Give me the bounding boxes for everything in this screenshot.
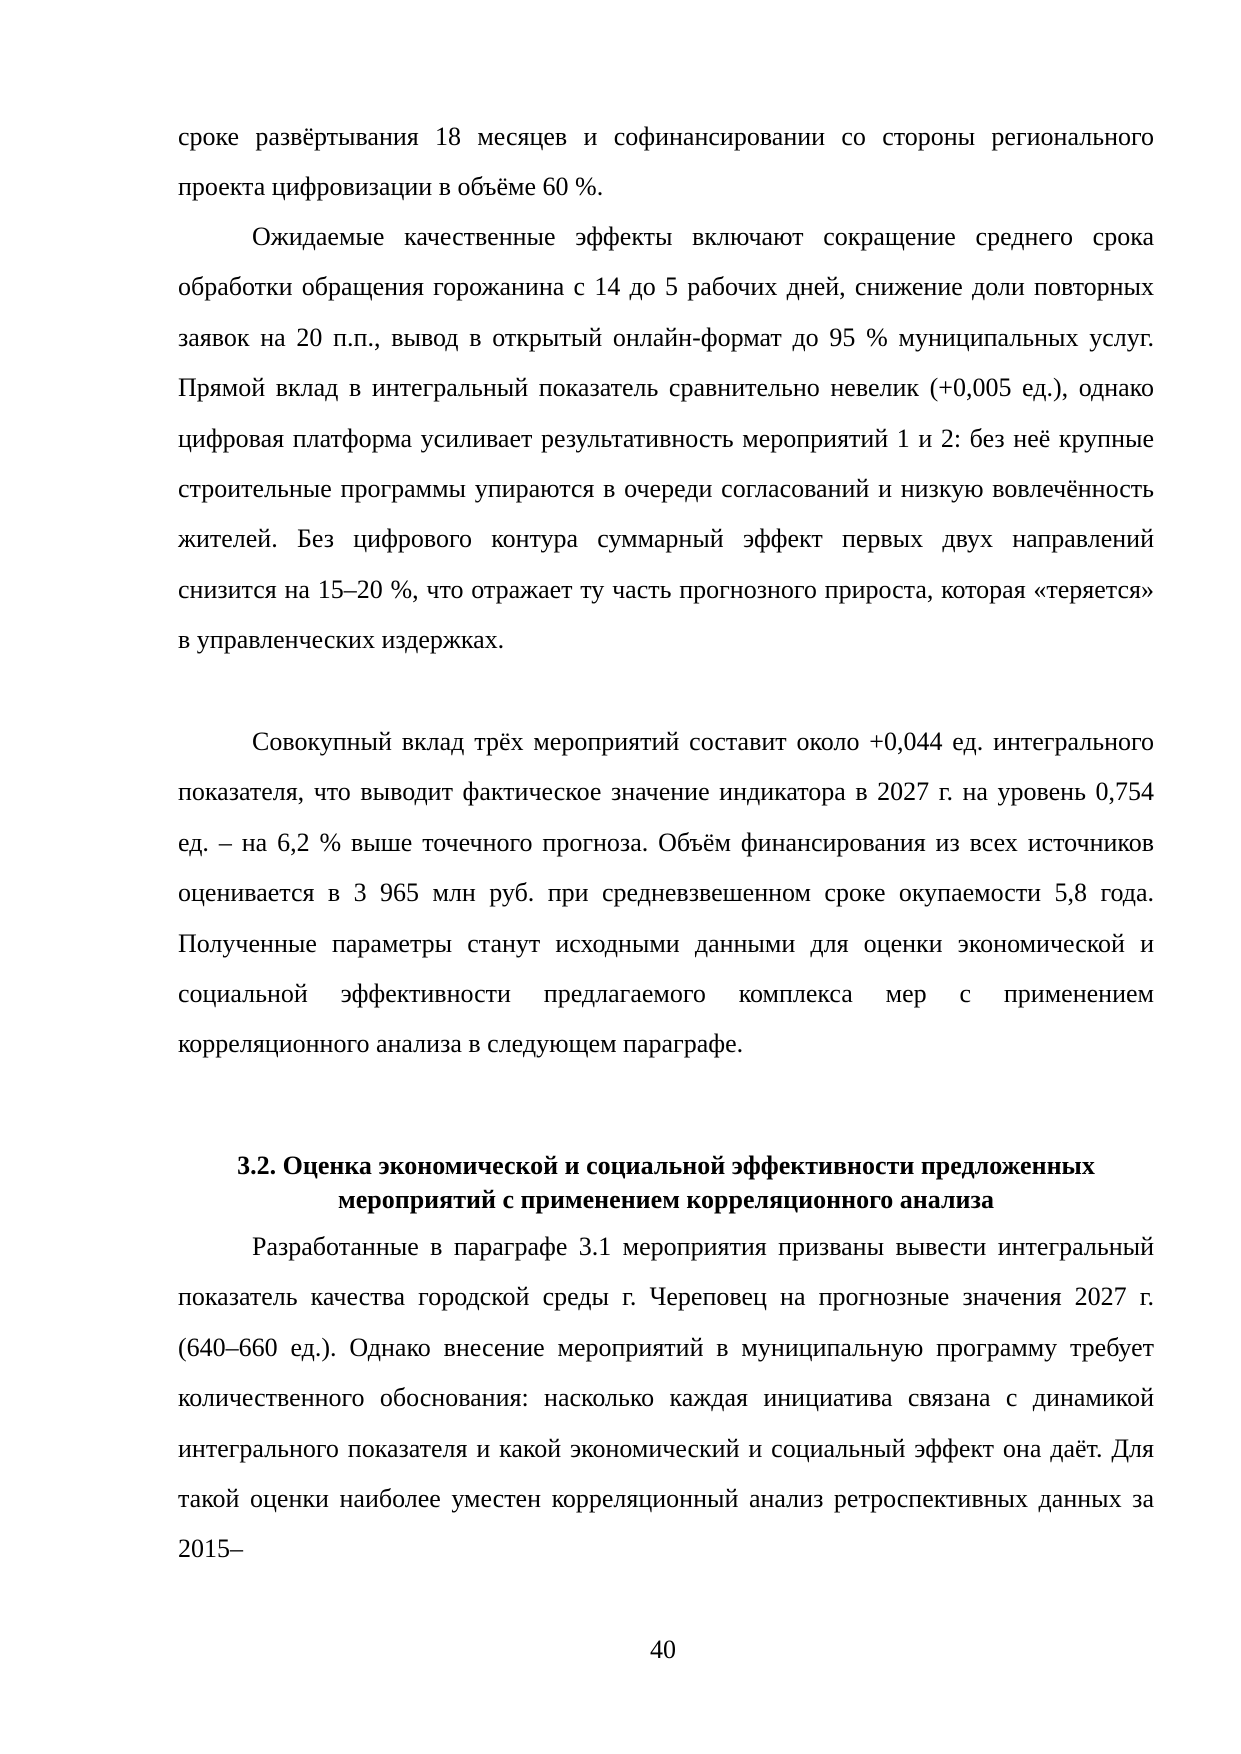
section-heading bbox=[178, 1149, 1154, 1217]
page-number: 40 bbox=[650, 1635, 676, 1664]
section-heading-line-1: 3.2. Оценка экономической и социальной эффективности предложенных bbox=[237, 1151, 1095, 1180]
paragraph-total-contribution: Совокупный вклад трёх мероприятий составит около +0,044 ед. интегрального показателя, что выводит фактическое значение индикатора в 2027 г. на уровень 0,754 ед. – на 6,2 % выше точечного прогноза. Объём финансирования из всех источников оценивается в 3 965 млн руб. при средневзвешенном сроке окупаемости 5,8 года. Полученные параметры станут исходными данными для оценки экономической и социальной эффективности предлагаемого комплекса мер с применением корреляционного анализа в следующем параграфе. bbox=[178, 727, 1154, 1059]
paragraph-section-intro: Разработанные в параграфе 3.1 мероприятия призваны вывести интегральный показатель качества городской среды г. Череповец на прогнозные значения 2027 г. (640–660 ед.). Однако внесение мероприятий в муниципальную программу требует количественного обоснования: насколько каждая инициатива связана с динамикой интегрального показателя и какой экономический и социальный эффект она даёт. Для такой оценки наиболее уместен корреляционный анализ ретроспективных данных за 2015– bbox=[178, 1232, 1154, 1564]
section-heading-line-2: мероприятий с применением корреляционного анализа bbox=[338, 1185, 994, 1214]
paragraph-continuation: сроке развёртывания 18 месяцев и софинансировании со стороны регионального проекта цифровизации в объёме 60 %. bbox=[178, 122, 1154, 202]
paragraph-qualitative-effects: Ожидаемые качественные эффекты включают сокращение среднего срока обработки обращения горожанина с 14 до 5 рабочих дней, снижение доли повторных заявок на 20 п.п., вывод в открытый онлайн-формат до 95 % муниципальных услуг. Прямой вклад в интегральный показатель сравнительно невелик (+0,005 ед.), однако цифровая платформа усиливает результативность мероприятий 1 и 2: без неё крупные строительные программы упираются в очереди согласований и низкую вовлечённость жителей. Без цифрового контура суммарный эффект первых двух направлений снизится на 15–20 %, что отражает ту часть прогнозного прироста, которая «теряется» в управленческих издержках. bbox=[178, 222, 1154, 655]
